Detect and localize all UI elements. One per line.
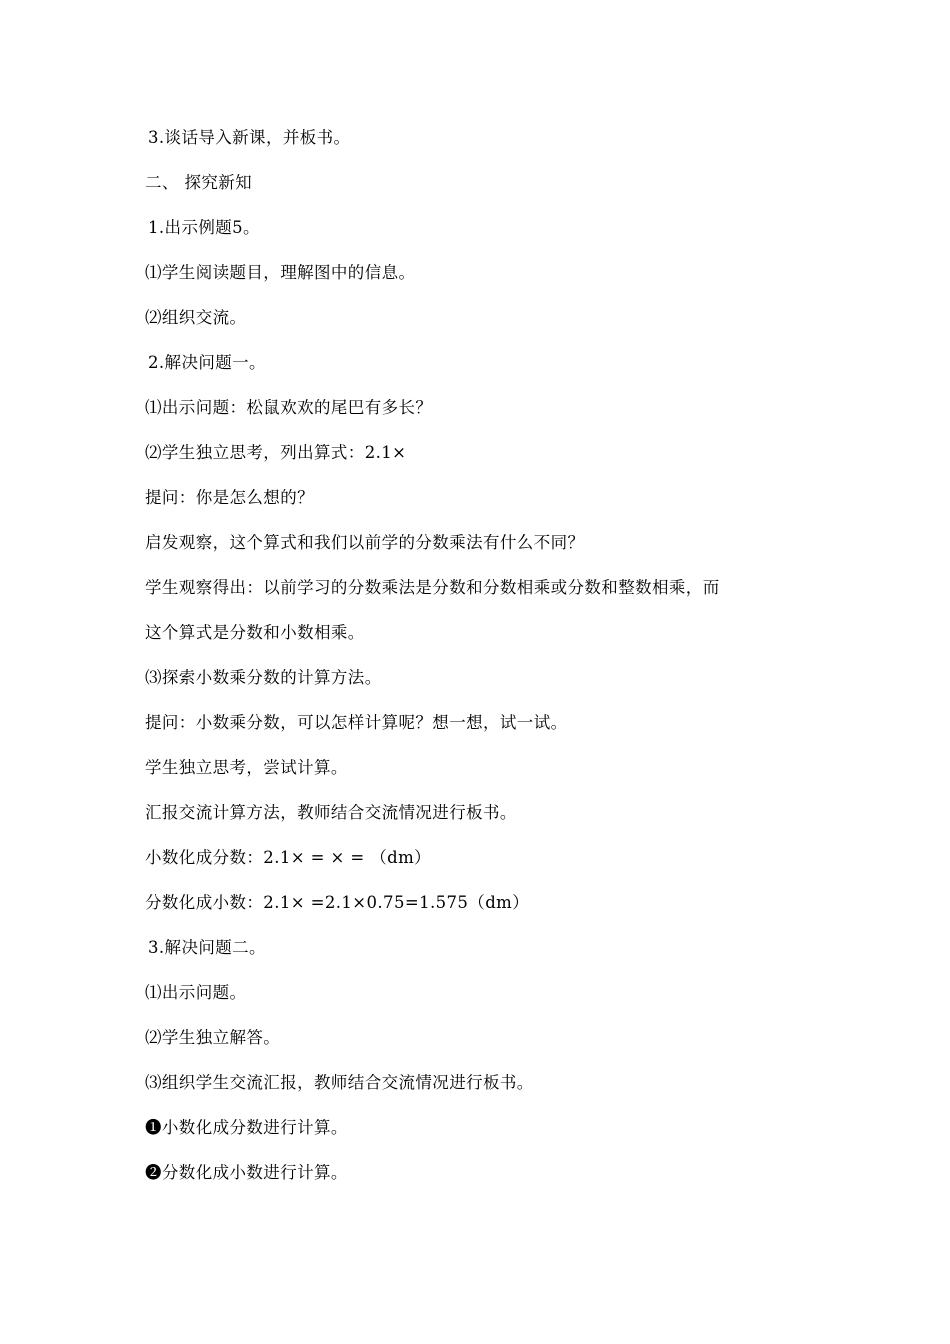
text-line-10: 启发观察，这个算式和我们以前学的分数乘法有什么不同？	[145, 533, 585, 552]
text-line-7: ⑴出示问题：松鼠欢欢的尾巴有多长？	[145, 398, 433, 417]
text-line-1: 3.谈话导入新课，并板书。	[148, 128, 351, 147]
text-line-17: 小数化成分数：2.1× = × = （dm）	[145, 848, 432, 867]
text-line-12: 这个算式是分数和小数相乘。	[145, 623, 365, 642]
text-line-8: ⑵学生独立思考，列出算式：2.1×	[145, 443, 407, 462]
text-line-11: 学生观察得出：以前学习的分数乘法是分数和分数相乘或分数和整数相乘，而	[145, 578, 720, 597]
text-line-5: ⑵组织交流。	[145, 308, 247, 327]
text-line-23: ❶小数化成分数进行计算。	[145, 1118, 348, 1137]
text-line-13: ⑶探索小数乘分数的计算方法。	[145, 668, 382, 687]
text-line-14: 提问：小数乘分数，可以怎样计算呢？想一想，试一试。	[145, 713, 568, 732]
text-line-3: 1.出示例题5。	[148, 218, 260, 237]
text-line-9: 提问：你是怎么想的？	[145, 488, 314, 507]
text-line-18: 分数化成小数：2.1× =2.1×0.75=1.575（dm）	[145, 893, 530, 912]
section-heading: 二、 探究新知	[145, 173, 253, 192]
text-line-4: ⑴学生阅读题目，理解图中的信息。	[145, 263, 416, 282]
text-line-6: 2.解决问题一。	[148, 353, 266, 372]
text-line-15: 学生独立思考，尝试计算。	[145, 758, 348, 777]
text-line-19: 3.解决问题二。	[148, 938, 266, 957]
text-line-24: ❷分数化成小数进行计算。	[145, 1163, 348, 1182]
text-line-21: ⑵学生独立解答。	[145, 1028, 281, 1047]
text-line-20: ⑴出示问题。	[145, 983, 247, 1002]
text-line-16: 汇报交流计算方法，教师结合交流情况进行板书。	[145, 803, 517, 822]
text-line-22: ⑶组织学生交流汇报，教师结合交流情况进行板书。	[145, 1073, 534, 1092]
